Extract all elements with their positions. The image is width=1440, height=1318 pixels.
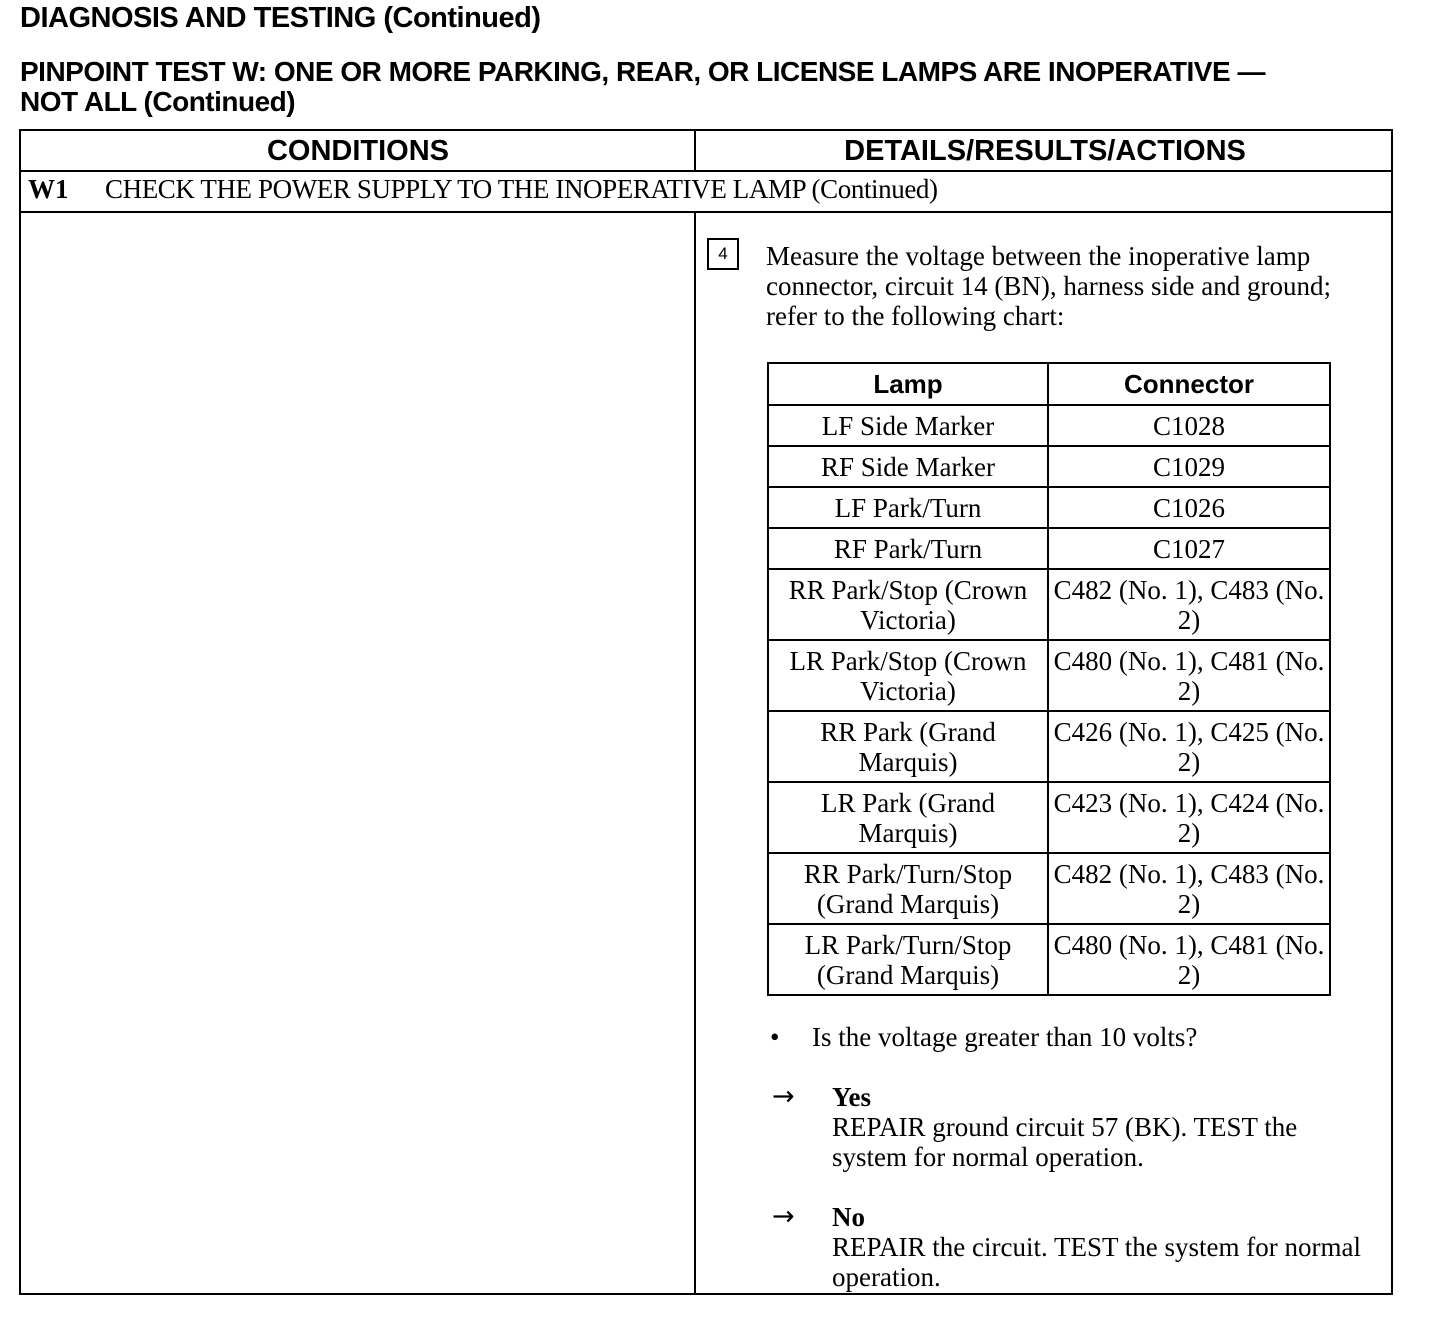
step-title: CHECK THE POWER SUPPLY TO THE INOPERATIVE LAMP (Continued) [105,174,938,204]
right-arrow-icon: → [772,1201,795,1232]
connector-cell: C482 (No. 1), C483 (No. 2) [1048,853,1330,924]
connector-cell: C426 (No. 1), C425 (No. 2) [1048,711,1330,782]
table-row [768,640,1330,711]
table-row [768,446,1330,487]
step-divider [19,211,1393,213]
connector-cell: C1029 [1048,446,1330,487]
table-row [768,853,1330,924]
lamp-cell: LF Park/Turn [768,487,1048,528]
table-row [768,711,1330,782]
table-row [768,528,1330,569]
bullet-icon: • [770,1022,780,1052]
lamp-cell: LR Park/Stop (Crown Victoria) [768,640,1048,711]
lamp-cell: RR Park/Stop (Crown Victoria) [768,569,1048,640]
lamp-cell: RF Park/Turn [768,528,1048,569]
no-result-label: No [832,1202,865,1232]
table-row [768,782,1330,853]
lamp-cell: RF Side Marker [768,446,1048,487]
table-row [768,405,1330,446]
substep-number-box: 4 [707,238,739,270]
pinpoint-test-title-continued: NOT ALL (Continued) [20,86,296,117]
right-arrow-icon: → [772,1081,795,1112]
yes-result-label: Yes [832,1082,871,1112]
chart-header-row [768,363,1330,405]
table-row [768,924,1330,995]
substep-instruction: Measure the voltage between the inoperative lamp connector, circuit 14 (BN), harness side and ground; refer to the following chart: [766,241,1332,331]
connector-cell: C482 (No. 1), C483 (No. 2) [1048,569,1330,640]
lamp-connector-chart [767,362,1331,996]
yes-result-action: REPAIR ground circuit 57 (BK). TEST the system for normal operation. [832,1112,1298,1172]
lamp-cell: LF Side Marker [768,405,1048,446]
no-result-action: REPAIR the circuit. TEST the system for normal operation. [832,1232,1361,1292]
lamp-cell: RR Park (Grand Marquis) [768,711,1048,782]
table-row [768,569,1330,640]
lamp-column-header: Lamp [768,363,1048,405]
lamp-cell: RR Park/Turn/Stop (Grand Marquis) [768,853,1048,924]
column-divider [694,211,696,1295]
step-id: W1 [28,174,69,204]
connector-cell: C1028 [1048,405,1330,446]
connector-cell: C1026 [1048,487,1330,528]
page-title: DIAGNOSIS AND TESTING (Continued) [20,2,541,34]
table-row [768,487,1330,528]
connector-cell: C423 (No. 1), C424 (No. 2) [1048,782,1330,853]
connector-cell: C1027 [1048,528,1330,569]
lamp-cell: LR Park/Turn/Stop (Grand Marquis) [768,924,1048,995]
lamp-cell: LR Park (Grand Marquis) [768,782,1048,853]
pinpoint-test-title: PINPOINT TEST W: ONE OR MORE PARKING, REAR, OR LICENSE LAMPS ARE INOPERATIVE — [20,56,1265,87]
connector-cell: C480 (No. 1), C481 (No. 2) [1048,924,1330,995]
conditions-column-header: CONDITIONS [266,135,450,167]
details-column-header: DETAILS/RESULTS/ACTIONS [844,135,1246,167]
connector-cell: C480 (No. 1), C481 (No. 2) [1048,640,1330,711]
connector-column-header: Connector [1048,363,1330,405]
test-question: Is the voltage greater than 10 volts? [812,1022,1198,1052]
